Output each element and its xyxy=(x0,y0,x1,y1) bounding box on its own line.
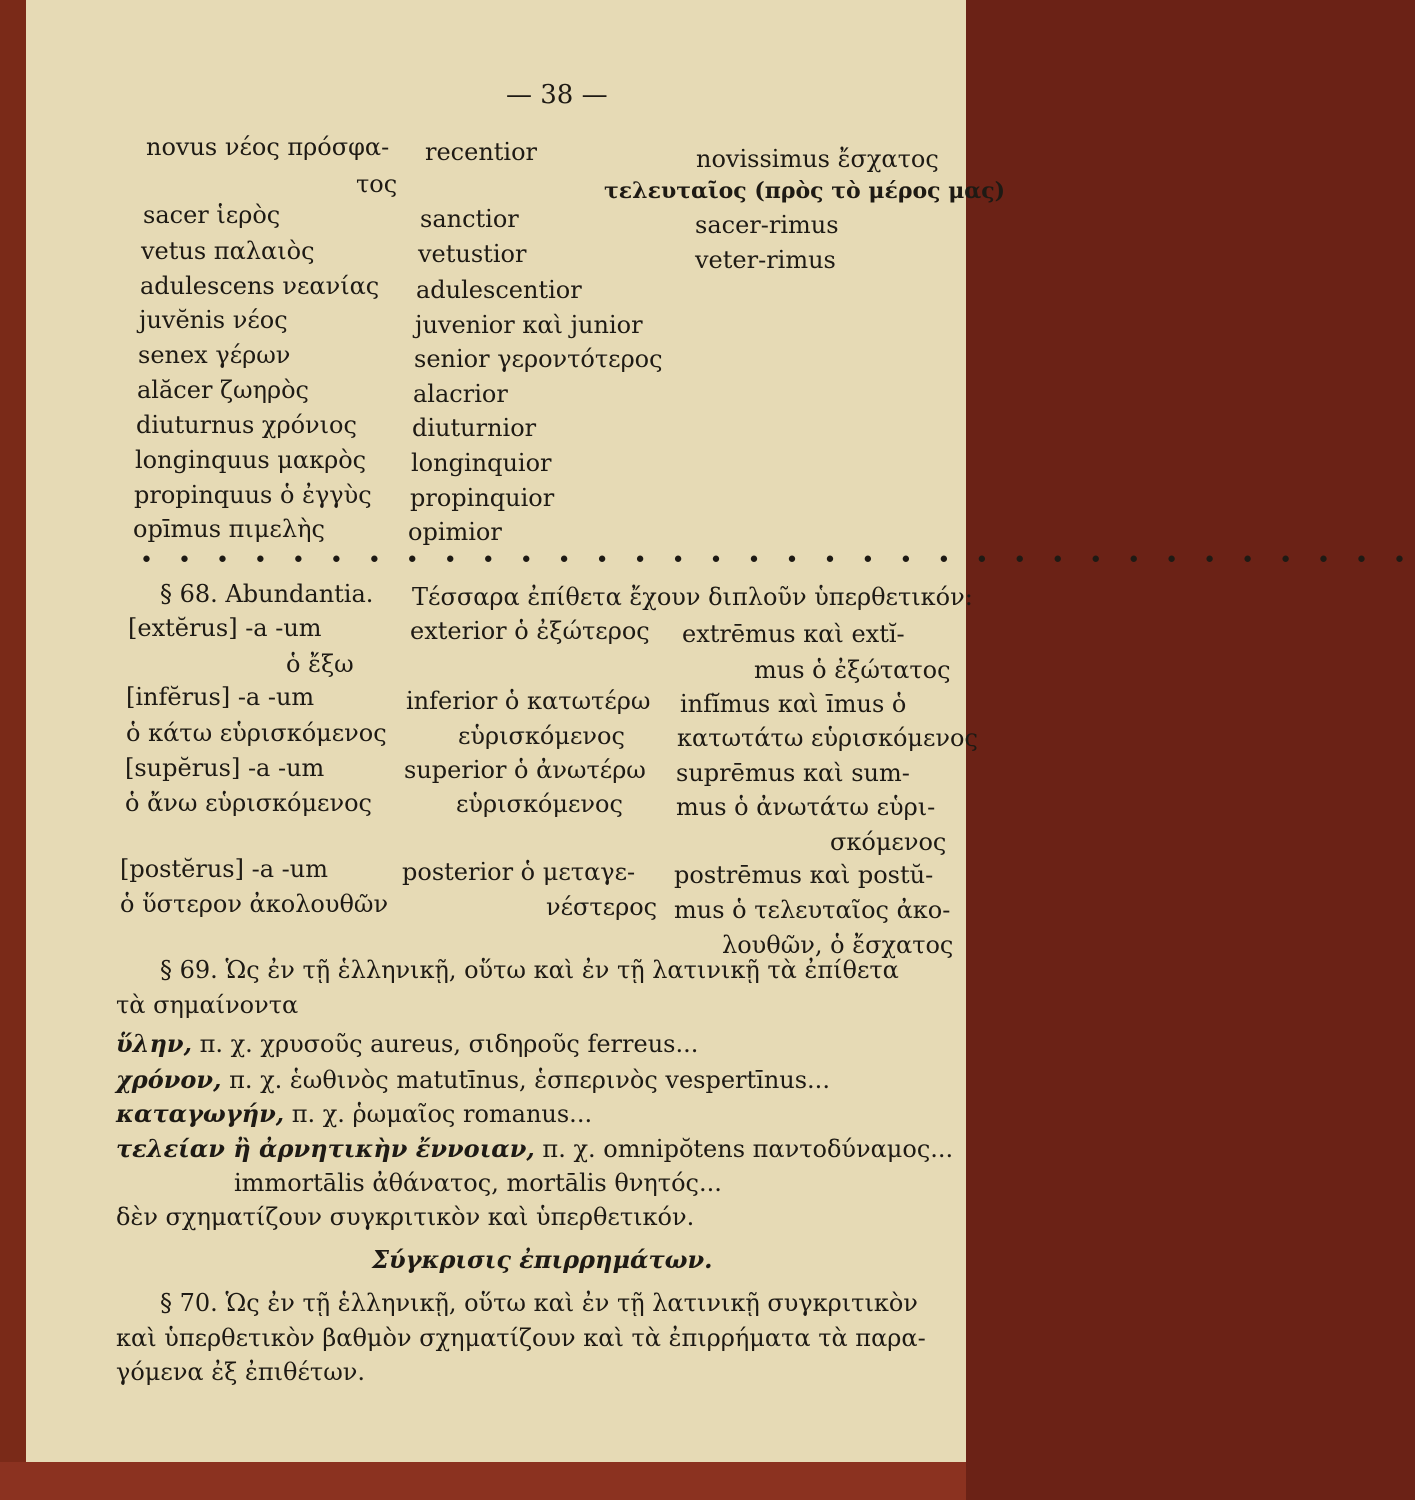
s69-immortalis-line: immortālis ἀθάνατος, mortālis θνητός... xyxy=(234,1169,722,1197)
dotted-separator: • • • • • • • • • • • • • • • • • • • • • • • • • • • • • • • • • • xyxy=(140,548,1415,573)
page-left-edge xyxy=(0,0,26,1500)
s68-superior: superior ὁ ἀνωτέρω xyxy=(404,756,646,784)
s68-infimus: infĭmus καὶ īmus ὁ xyxy=(680,690,907,718)
section-70-line2: καὶ ὑπερθετικὸν βαθμὸν σχηματίζουν καὶ τὰ ἐπιρρήματα τὰ παρα- xyxy=(116,1324,926,1352)
superlative-novissimus-note: τελευταῖος (πρὸς τὸ μέρος μας) xyxy=(604,178,1006,204)
s69-example-time: π. χ. ἑωθινὸς matutīnus, ἑσπερινὸς vespertīnus... xyxy=(229,1066,830,1094)
positive-row-vetus: vetus παλαιὸς xyxy=(141,237,315,265)
section-69-line2: τὰ σημαίνοντα xyxy=(116,991,299,1019)
positive-row-novus-cont: τος xyxy=(356,170,398,198)
s68-postremus: postrēmus καὶ postŭ- xyxy=(674,861,934,889)
s69-item-matter xyxy=(116,1030,698,1058)
comparative-juvenior: juvenior καὶ junior xyxy=(415,311,643,339)
s68-posterus-gloss: ὁ ὕστερον ἀκολουθῶν xyxy=(120,890,389,918)
s68-infimus-cont: κατωτάτω εὑρισκόμενος xyxy=(677,724,978,752)
s69-item-time xyxy=(116,1066,830,1094)
comparative-sanctior: sanctior xyxy=(420,205,519,233)
s68-inferior-cont: εὑρισκόμενος xyxy=(458,722,625,750)
s69-example-matter: π. χ. χρυσοῦς aureus, σιδηροῦς ferreus... xyxy=(199,1030,699,1058)
s68-supremus: suprēmus καὶ sum- xyxy=(676,759,910,787)
comparative-adulescentior: adulescentior xyxy=(416,276,582,304)
s68-extremus-cont: mus ὁ ἐξώτατος xyxy=(754,656,951,684)
section-68-intro: Τέσσαρα ἐπίθετα ἔχουν διπλοῦν ὑπερθετικόν: xyxy=(412,583,973,611)
comparative-propinquior: propinquior xyxy=(410,484,555,512)
superlative-veterrimus: veter-rimus xyxy=(695,246,836,274)
s69-term-meaning: τελείαν ἢ ἀρνητικὴν ἔννοιαν, xyxy=(116,1134,535,1163)
s68-postremus-cont: mus ὁ τελευταῖος ἀκο- xyxy=(674,896,951,924)
positive-row-juvenis: juvĕnis νέος xyxy=(139,306,288,334)
section-69-line1: § 69. Ὡς ἐν τῇ ἑλληνικῇ, οὕτω καὶ ἐν τῇ λατινικῇ τὰ ἐπίθετα xyxy=(160,956,899,984)
s68-extremus: extrēmus καὶ extĭ- xyxy=(682,620,905,648)
s68-supremus-cont2: σκόμενος xyxy=(830,828,947,856)
s69-item-origin xyxy=(116,1100,592,1128)
s68-inferus: [infĕrus] -a -um xyxy=(126,683,315,711)
s68-posterior: posterior ὁ μεταγε- xyxy=(402,858,636,886)
comparative-recentior: recentior xyxy=(425,138,538,166)
s69-example-meaning: π. χ. omnipŏtens παντοδύναμος... xyxy=(542,1135,954,1163)
s69-final-line: δὲν σχηματίζουν συγκριτικὸν καὶ ὑπερθετικόν. xyxy=(116,1203,695,1231)
s69-term-origin: καταγωγήν, xyxy=(116,1099,285,1128)
superlative-sacerrimus: sacer-rimus xyxy=(695,211,839,239)
comparative-senior: senior γεροντότερος xyxy=(414,345,663,373)
positive-row-alacer: alăcer ζωηρὸς xyxy=(137,376,309,404)
positive-row-opimus: opīmus πιμελὴς xyxy=(133,515,325,543)
section-70-line3: γόμενα ἐξ ἐπιθέτων. xyxy=(116,1358,365,1386)
positive-row-adulescens: adulescens νεανίας xyxy=(140,272,380,300)
comparative-alacrior: alacrior xyxy=(413,380,508,408)
s68-inferus-gloss: ὁ κάτω εὑρισκόμενος xyxy=(126,719,387,747)
positive-row-longinquus: longinquus μακρὸς xyxy=(135,446,367,474)
s68-superus-gloss: ὁ ἄνω εὑρισκόμενος xyxy=(125,789,372,817)
page-number: — 38 — xyxy=(506,80,608,110)
s69-term-time: χρόνον, xyxy=(116,1065,222,1094)
positive-row-senex: senex γέρων xyxy=(138,341,291,369)
page-bottom-edge xyxy=(0,1462,966,1500)
s68-exterus: [extĕrus] -a -um xyxy=(128,614,322,642)
s69-example-origin: π. χ. ῥωμαῖος romanus... xyxy=(291,1100,593,1128)
s68-superior-cont: εὑρισκόμενος xyxy=(456,790,623,818)
s68-supremus-cont: mus ὁ ἀνωτάτω εὑρι- xyxy=(676,793,936,821)
s68-posterior-cont: νέστερος xyxy=(546,893,658,921)
s68-inferior: inferior ὁ κατωτέρω xyxy=(406,687,651,715)
section-68-heading: § 68. Abundantia. xyxy=(160,580,374,608)
comparative-longinquior: longinquior xyxy=(411,449,552,477)
comparative-opimior: opimior xyxy=(408,518,502,546)
heading-adverb-comparison: Σύγκρισις ἐπιρρημάτων. xyxy=(372,1245,713,1274)
s68-exterior: exterior ὁ ἐξώτερος xyxy=(410,617,650,645)
positive-row-sacer: sacer ἱερὸς xyxy=(143,201,281,229)
comparative-vetustior: vetustior xyxy=(418,240,527,268)
positive-row-diuturnus: diuturnus χρόνιος xyxy=(136,411,357,439)
s68-postremus-cont2: λουθῶν, ὁ ἔσχατος xyxy=(722,931,954,959)
s68-exterus-gloss: ὁ ἔξω xyxy=(286,650,354,678)
comparative-diuturnior: diuturnior xyxy=(412,414,537,442)
s69-term-matter: ὕλην, xyxy=(116,1029,192,1058)
s69-item-meaning xyxy=(116,1135,953,1163)
superlative-novissimus: novissimus ἔσχατος xyxy=(696,145,939,173)
positive-row-novus: novus νέος πρόσφα- xyxy=(146,133,390,161)
positive-row-propinquus: propinquus ὁ ἐγγὺς xyxy=(134,481,372,509)
section-70-line1: § 70. Ὡς ἐν τῇ ἑλληνικῇ, οὕτω καὶ ἐν τῇ λατινικῇ συγκριτικὸν xyxy=(160,1289,918,1317)
s68-posterus: [postĕrus] -a -um xyxy=(120,855,328,883)
s68-superus: [supĕrus] -a -um xyxy=(125,754,325,782)
